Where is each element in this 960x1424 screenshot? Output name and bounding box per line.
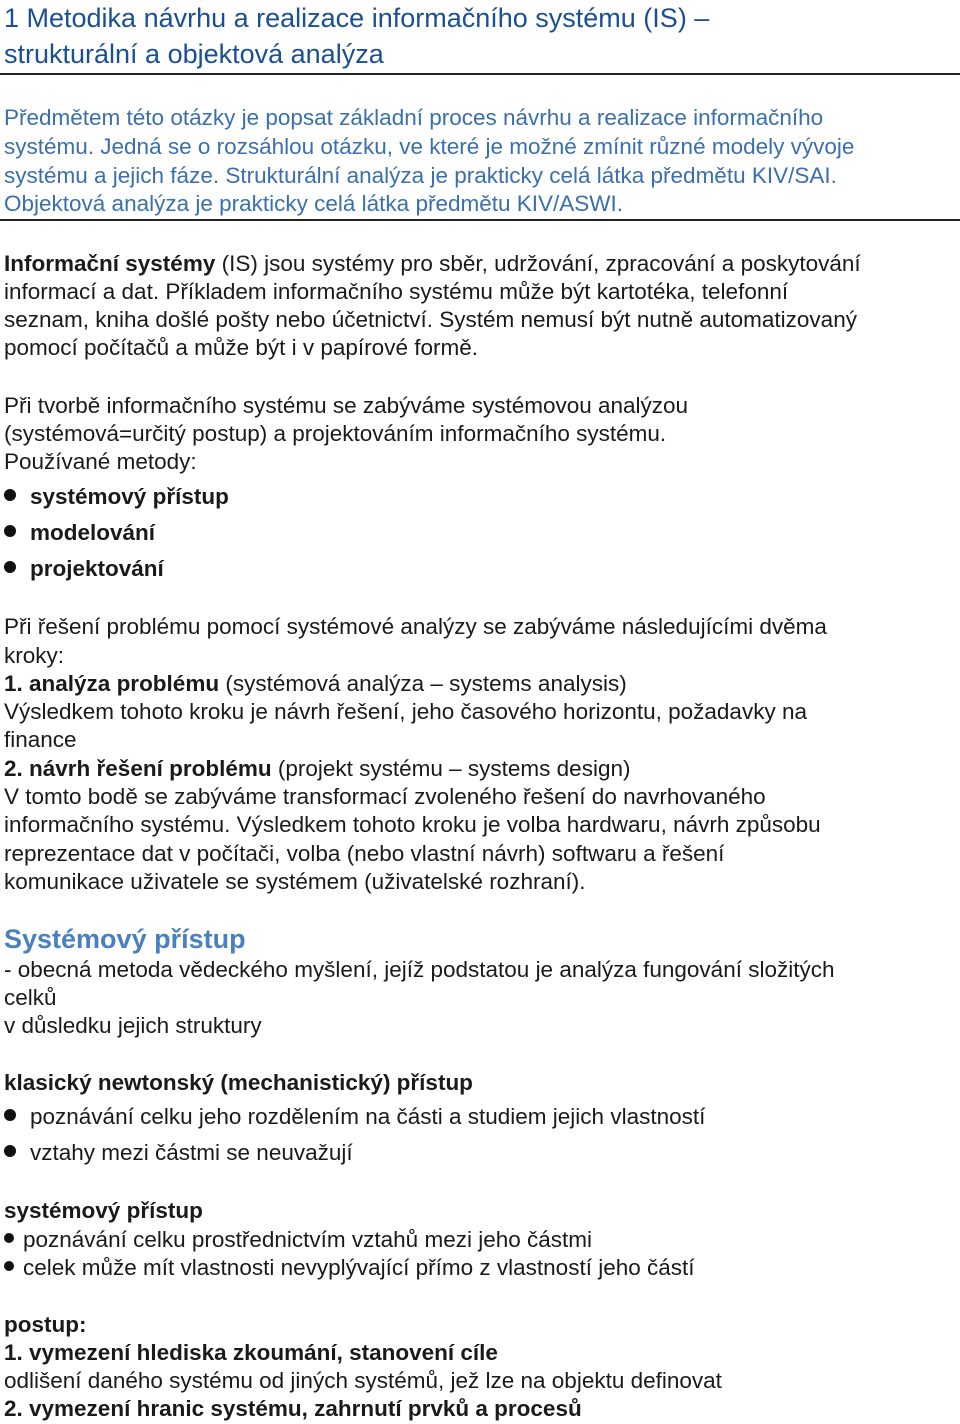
bullet-icon	[4, 1145, 16, 1157]
page-title	[4, 0, 956, 72]
title-rule	[0, 73, 960, 75]
is-definition-line-2: informací a dat. Příkladem informačního systému může být kartotéka, telefonní	[4, 279, 789, 304]
method-item: projektování	[4, 554, 164, 584]
method-item: modelování	[4, 518, 155, 548]
is-definition-line-3: seznam, kniha došlé pošty nebo účetnictví. Systém nemusí být nutně automatizovaný	[4, 307, 857, 332]
intro-line-3: systému a jejich fáze. Strukturální analýza je prakticky celá látka předmětu KIV/SAI.	[4, 163, 837, 188]
methods-line-2: (systémová=určitý postup) a projektováním informačního systému.	[4, 421, 667, 446]
steps-intro-line-1: Při řešení problému pomocí systémové analýzy se zabýváme následujícími dvěma	[4, 614, 827, 639]
postup-step-2: 2. vymezení hranic systému, zahrnutí prvků a procesů	[4, 1396, 582, 1421]
postup-step-1: 1. vymezení hlediska zkoumání, stanovení cíle	[4, 1340, 498, 1365]
title-line-1: 1 Metodika návrhu a realizace informačního systému (IS) –	[4, 3, 710, 33]
step-2-line-1: V tomto bodě se zabýváme transformací zvoleného řešení do navrhovaného	[4, 784, 766, 809]
classic-item: vztahy mezi částmi se neuvažují	[4, 1138, 353, 1168]
postup-heading: postup:	[4, 1312, 87, 1337]
is-definition-line-1	[4, 250, 861, 279]
is-definition-line-4: pomocí počítačů a může být i v papírové formě.	[4, 335, 478, 360]
systemic-line-1: - obecná metoda vědeckého myšlení, jejíž podstatou je analýza fungování složitých	[4, 957, 835, 982]
bullet-icon	[4, 525, 16, 537]
step-2-line-4: komunikace uživatele se systémem (uživatelské rozhraní).	[4, 869, 586, 894]
systemic-approach-heading: systémový přístup	[4, 1198, 203, 1223]
is-def-rest: (IS) jsou systémy pro sběr, udržování, zpracování a poskytování	[215, 251, 861, 276]
intro-line-2: systému. Jedná se o rozsáhlou otázku, ve které je možné zmínit různé modely vývoje	[4, 134, 855, 159]
methods-line-1: Při tvorbě informačního systému se zabýváme systémovou analýzou	[4, 393, 689, 418]
systemic-item: poznávání celku prostřednictvím vztahů mezi jeho částmi	[4, 1225, 592, 1255]
step-1-line-1: Výsledkem tohoto kroku je návrh řešení, jeho časového horizontu, požadavky na	[4, 699, 807, 724]
step-1-line-2: finance	[4, 727, 77, 752]
classic-approach-heading: klasický newtonský (mechanistický) přístup	[4, 1070, 473, 1095]
intro-line-4: Objektová analýza je prakticky celá látka předmětu KIV/ASWI.	[4, 191, 624, 216]
systemic-line-3: v důsledku jejich struktury	[4, 1013, 262, 1038]
bullet-icon	[4, 1109, 16, 1121]
title-line-2: strukturální a objektová analýza	[4, 39, 384, 69]
is-term: Informační systémy	[4, 251, 216, 276]
methods-line-3: Používané metody:	[4, 449, 197, 474]
systemic-line-2: celků	[4, 985, 57, 1010]
bullet-icon	[4, 1261, 14, 1271]
steps-intro-line-2: kroky:	[4, 643, 65, 668]
intro-rule	[0, 219, 960, 221]
bullet-icon	[4, 561, 16, 573]
intro-line-1: Předmětem této otázky je popsat základní proces návrhu a realizace informačního	[4, 105, 824, 130]
systemic-item: celek může mít vlastnosti nevyplývající přímo z vlastností jeho částí	[4, 1253, 695, 1283]
step-1-heading: 1. analýza problému (systémová analýza – systems analysis)	[4, 671, 627, 696]
bullet-icon	[4, 489, 16, 501]
step-2-line-3: reprezentace dat v počítači, volba (nebo vlastní návrh) softwaru a řešení	[4, 841, 725, 866]
section-heading-systemic: Systémový přístup	[4, 924, 246, 954]
method-item: systémový přístup	[4, 482, 229, 512]
postup-step-1-desc: odlišení daného systému od jiných systémů, jež lze na objektu definovat	[4, 1368, 722, 1393]
step-2-heading: 2. návrh řešení problému (projekt systému – systems design)	[4, 756, 631, 781]
bullet-icon	[4, 1233, 14, 1243]
classic-item: poznávání celku jeho rozdělením na části a studiem jejich vlastností	[4, 1102, 705, 1132]
step-2-line-2: informačního systému. Výsledkem tohoto kroku je volba hardwaru, návrh způsobu	[4, 812, 821, 837]
